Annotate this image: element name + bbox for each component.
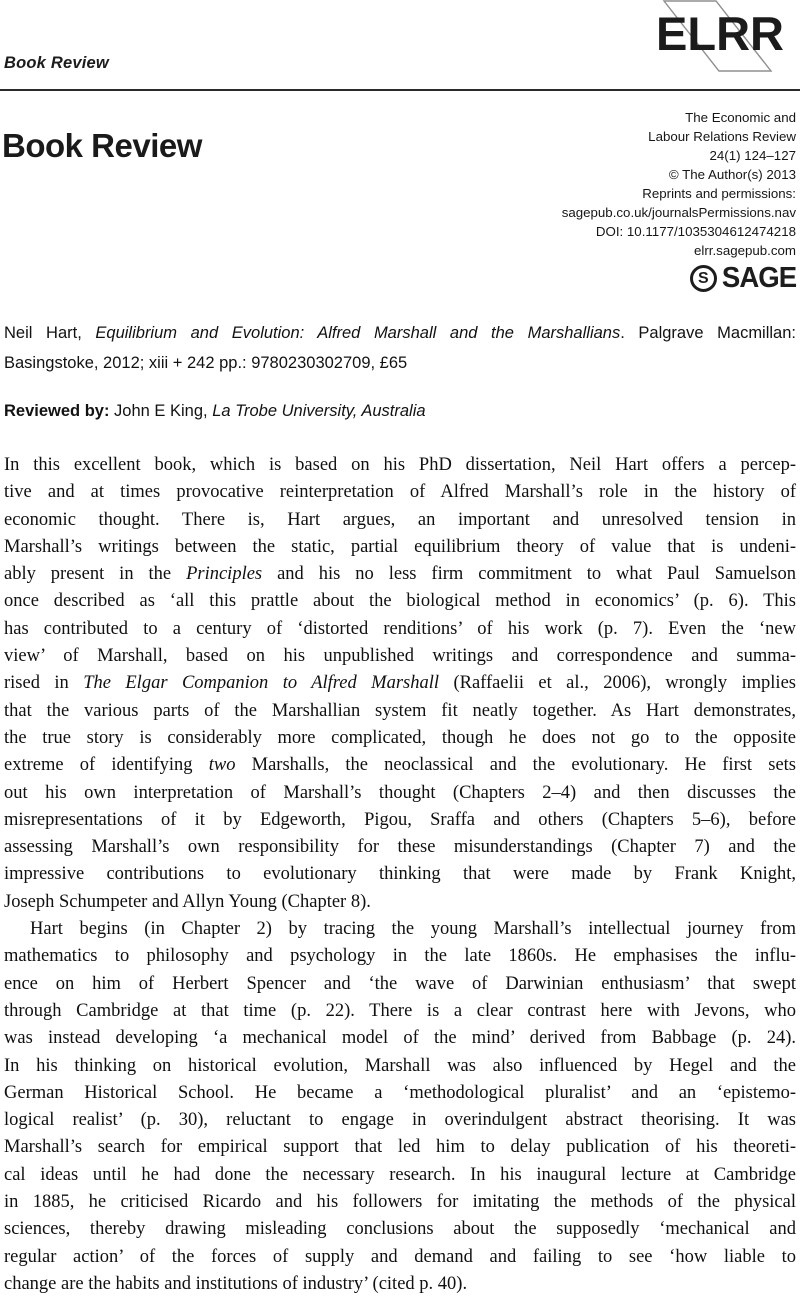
text-line	[4, 861, 796, 888]
text-line	[4, 1080, 796, 1107]
text-run: ence on him of Herbert Spencer and ‘the wave of Darwinian enthusiasm’ that swept	[4, 973, 796, 994]
journal-info-line: The Economic and	[685, 110, 796, 125]
text-line	[4, 561, 796, 588]
text-run: In his thinking on historical evolution, Marshall was also influenced by Hegel and the	[4, 1055, 796, 1076]
journal-info-line: DOI: 10.1177/1035304612474218	[595, 224, 796, 239]
text-run: Marshall’s search for empirical support that led him to delay publication of his theoreti-	[4, 1137, 796, 1158]
text-run: Basingstoke, 2012; xiii + 242 pp.: 9780230302709, £65	[4, 354, 408, 372]
italic-text-run: Equilibrium and Evolution: Alfred Marshall and the Marshallians	[95, 324, 621, 342]
text-line	[4, 1216, 796, 1243]
text-run: change are the habits and institutions of industry’ (cited p. 40).	[4, 1273, 468, 1294]
text-line	[4, 943, 796, 970]
text-line	[4, 1134, 796, 1161]
journal-info-line: Reprints and permissions:	[642, 186, 796, 201]
text-line	[4, 588, 796, 615]
text-run: Joseph Schumpeter and Allyn Young (Chapter 8).	[4, 891, 371, 912]
page-title: Book Review	[2, 127, 202, 164]
text-run: regular action’ of the forces of supply and demand and failing to see ‘how liable to	[4, 1246, 796, 1267]
text-line	[4, 670, 796, 697]
text-run: view’ of Marshall, based on his unpublished writings and correspondence and summa-	[4, 646, 796, 667]
text-line	[4, 1025, 796, 1052]
running-head: Book Review	[4, 54, 109, 72]
italic-text-run: two	[208, 755, 236, 776]
text-line	[4, 1107, 796, 1134]
text-run: rised in	[4, 673, 84, 694]
text-run: has contributed to a century of ‘distorted renditions’ of his work (p. 7). Even the ‘new	[4, 618, 796, 639]
text-run: Marshall’s writings between the static, partial equilibrium theory of value that is undeni-	[4, 536, 796, 557]
text-run: tive and at times provocative reinterpretation of Alfred Marshall’s role in the history of	[4, 482, 796, 503]
text-line	[4, 318, 796, 348]
journal-info-block	[562, 108, 796, 260]
text-line	[4, 348, 796, 378]
text-line	[4, 643, 796, 670]
sage-logo	[690, 262, 796, 295]
text-run: and his no less firm commitment to what Paul Samuelson	[262, 564, 796, 585]
text-line	[4, 698, 796, 725]
text-line	[4, 1189, 796, 1216]
text-line	[4, 807, 796, 834]
book-citation	[4, 318, 796, 378]
text-line	[4, 780, 796, 807]
header-divider	[0, 89, 800, 91]
text-run: (Raffaelii et al., 2006), wrongly implies	[439, 673, 796, 694]
text-run: cal ideas until he had done the necessary research. In his inaugural lecture at Cambridge	[4, 1164, 796, 1185]
text-run: the true story is considerably more complicated, though he does not go to the opposite	[4, 727, 796, 748]
text-run: in 1885, he criticised Ricardo and his followers for imitating the methods of the physical	[4, 1192, 796, 1213]
text-run: ably present in the	[4, 564, 187, 585]
reviewed-by-line	[4, 402, 426, 421]
text-run: out his own interpretation of Marshall’s thought (Chapters 2–4) and then discusses the	[4, 782, 796, 803]
journal-info-line: sagepub.co.uk/journalsPermissions.nav	[561, 205, 796, 220]
text-run: extreme of identifying	[4, 755, 209, 776]
text-line	[4, 916, 796, 943]
review-body	[4, 452, 796, 1297]
text-run: mathematics to philosophy and psychology in the late 1860s. He emphasises the influ-	[4, 946, 796, 967]
text-run: . Palgrave Macmillan:	[620, 324, 796, 342]
text-line	[4, 889, 796, 916]
elrr-logo-text: ELRR	[656, 7, 784, 60]
text-run: logical realist’ (p. 30), reluctant to engage in overindulgent abstract theorising. It was	[4, 1110, 796, 1131]
italic-text-run: The Elgar Companion to Alfred Marshall	[83, 673, 440, 694]
italic-text-run: Principles	[186, 564, 263, 585]
text-run: Hart begins (in Chapter 2) by tracing the young Marshall’s intellectual journey from	[30, 919, 796, 940]
text-run: once described as ‘all this prattle about the biological method in economics’ (p. 6). This	[4, 591, 796, 612]
text-line	[4, 1162, 796, 1189]
journal-info-line: elrr.sagepub.com	[694, 243, 796, 258]
journal-info-line: 24(1) 124–127	[709, 148, 796, 163]
sage-circle-s-icon: S	[690, 265, 717, 292]
text-line	[4, 998, 796, 1025]
text-run: misrepresentations of it by Edgeworth, Pigou, Sraffa and others (Chapters 5–6), before	[4, 809, 796, 830]
journal-info-line: © The Author(s) 2013	[668, 167, 796, 182]
text-run: was instead developing ‘a mechanical model of the mind’ derived from Babbage (p. 24).	[4, 1028, 796, 1049]
text-line	[4, 1244, 796, 1271]
elrr-logo-graphic	[648, 0, 798, 78]
text-run: Marshalls, the neoclassical and the evolutionary. He first sets	[235, 755, 796, 776]
text-line	[4, 752, 796, 779]
journal-info-line: Labour Relations Review	[648, 129, 796, 144]
text-run: economic thought. There is, Hart argues, an important and unresolved tension in	[4, 509, 796, 530]
text-run: through Cambridge at that time (p. 22). There is a clear contrast here with Jevons, who	[4, 1000, 796, 1021]
sage-logo-text: SAGE	[721, 262, 796, 294]
text-line	[4, 452, 796, 479]
reviewer-name: John E King,	[109, 402, 213, 420]
text-line	[4, 1271, 796, 1297]
text-line	[4, 725, 796, 752]
reviewed-by-label: Reviewed by:	[4, 402, 110, 420]
text-run: sciences, thereby drawing misleading conclusions about the supposedly ‘mechanical and	[4, 1219, 796, 1240]
text-run: that the various parts of the Marshallian system fit neatly together. As Hart demonstrates,	[4, 700, 796, 721]
text-line	[4, 971, 796, 998]
text-run: Neil Hart,	[4, 324, 96, 342]
text-line	[4, 1053, 796, 1080]
reviewer-affiliation: La Trobe University, Australia	[212, 402, 426, 420]
text-line	[4, 616, 796, 643]
text-run: assessing Marshall’s own responsibility for these misunderstandings (Chapter 7) and the	[4, 837, 796, 858]
text-line	[4, 479, 796, 506]
text-line	[4, 507, 796, 534]
text-run: In this excellent book, which is based on his PhD dissertation, Neil Hart offers a percep-	[4, 455, 796, 475]
text-run: impressive contributions to evolutionary thinking that were made by Frank Knight,	[4, 864, 796, 885]
text-line	[4, 534, 796, 561]
text-line	[4, 834, 796, 861]
text-run: German Historical School. He became a ‘methodological pluralist’ and an ‘epistemo-	[4, 1082, 796, 1103]
elrr-logo	[648, 0, 798, 78]
